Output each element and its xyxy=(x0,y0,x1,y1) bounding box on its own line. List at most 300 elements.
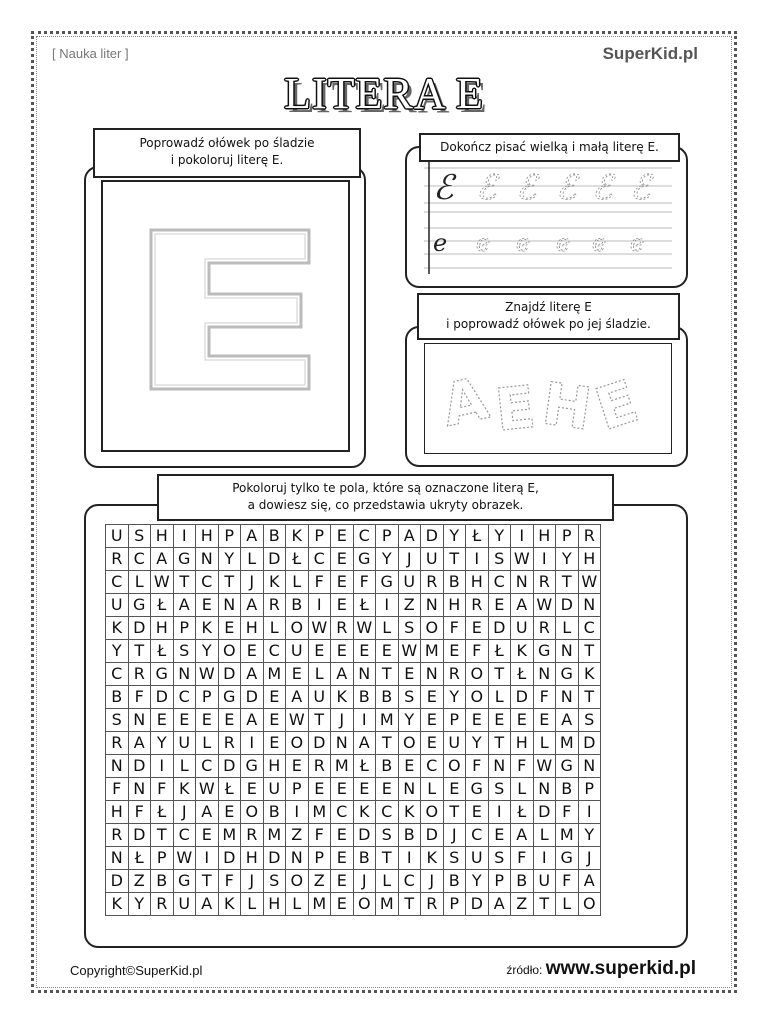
grid-cell[interactable]: C xyxy=(488,571,511,594)
grid-cell[interactable]: E xyxy=(331,525,354,548)
grid-cell[interactable]: E xyxy=(218,617,241,640)
grid-cell[interactable]: O xyxy=(421,801,444,824)
grid-cell[interactable]: T xyxy=(556,571,579,594)
grid-cell[interactable]: J xyxy=(241,870,264,893)
grid-cell[interactable]: M xyxy=(218,824,241,847)
grid-cell[interactable]: U xyxy=(466,847,489,870)
grid-cell[interactable]: W xyxy=(398,640,421,663)
grid-cell[interactable]: F xyxy=(218,870,241,893)
grid-cell[interactable]: L xyxy=(241,893,264,916)
grid-cell[interactable]: W xyxy=(578,571,601,594)
grid-cell[interactable]: A xyxy=(511,824,534,847)
grid-cell[interactable]: T xyxy=(578,640,601,663)
grid-cell[interactable]: F xyxy=(308,571,331,594)
grid-cell[interactable]: W xyxy=(173,847,196,870)
grid-cell[interactable]: D xyxy=(421,824,444,847)
grid-cell[interactable]: Ł xyxy=(128,847,151,870)
grid-cell[interactable]: D xyxy=(578,732,601,755)
grid-cell[interactable]: Y xyxy=(196,640,219,663)
grid-cell[interactable]: R xyxy=(421,571,444,594)
grid-cell[interactable]: E xyxy=(173,709,196,732)
grid-cell[interactable]: T xyxy=(308,709,331,732)
grid-cell[interactable]: G xyxy=(151,663,174,686)
grid-cell[interactable]: Ł xyxy=(151,801,174,824)
grid-cell[interactable]: W xyxy=(196,663,219,686)
grid-cell[interactable]: R xyxy=(308,755,331,778)
grid-cell[interactable]: I xyxy=(241,732,264,755)
grid-cell[interactable]: U xyxy=(398,571,421,594)
grid-cell[interactable]: D xyxy=(128,824,151,847)
grid-cell[interactable]: Y xyxy=(398,709,421,732)
grid-cell[interactable]: B xyxy=(353,847,376,870)
grid-cell[interactable]: M xyxy=(376,709,399,732)
grid-cell[interactable]: C xyxy=(421,755,444,778)
grid-cell[interactable]: P xyxy=(443,709,466,732)
grid-cell[interactable]: F xyxy=(128,801,151,824)
grid-cell[interactable]: E xyxy=(443,778,466,801)
grid-cell[interactable]: L xyxy=(511,778,534,801)
grid-cell[interactable]: I xyxy=(578,801,601,824)
grid-cell[interactable]: H xyxy=(263,893,286,916)
grid-cell[interactable]: U xyxy=(106,594,129,617)
grid-cell[interactable]: N xyxy=(578,594,601,617)
grid-cell[interactable]: K xyxy=(421,847,444,870)
grid-cell[interactable]: C xyxy=(128,548,151,571)
grid-cell[interactable]: O xyxy=(578,893,601,916)
grid-cell[interactable]: A xyxy=(241,525,264,548)
grid-cell[interactable]: N xyxy=(331,732,354,755)
grid-cell[interactable]: U xyxy=(173,732,196,755)
grid-cell[interactable]: A xyxy=(511,594,534,617)
grid-cell[interactable]: S xyxy=(173,640,196,663)
grid-cell[interactable]: C xyxy=(353,525,376,548)
grid-cell[interactable]: T xyxy=(533,893,556,916)
grid-cell[interactable]: S xyxy=(443,847,466,870)
grid-cell[interactable]: S xyxy=(376,824,399,847)
grid-cell[interactable]: A xyxy=(241,709,264,732)
grid-cell[interactable]: A xyxy=(196,893,219,916)
grid-cell[interactable]: A xyxy=(196,801,219,824)
grid-cell[interactable]: Ł xyxy=(488,640,511,663)
grid-cell[interactable]: L xyxy=(376,870,399,893)
grid-cell[interactable]: T xyxy=(376,663,399,686)
grid-cell[interactable]: P xyxy=(196,686,219,709)
grid-cell[interactable]: L xyxy=(196,732,219,755)
grid-cell[interactable]: G xyxy=(376,571,399,594)
grid-cell[interactable]: E xyxy=(308,640,331,663)
grid-cell[interactable]: U xyxy=(286,640,309,663)
grid-cell[interactable]: R xyxy=(128,663,151,686)
grid-cell[interactable]: E xyxy=(263,732,286,755)
grid-cell[interactable]: R xyxy=(106,548,129,571)
grid-cell[interactable]: H xyxy=(151,525,174,548)
grid-cell[interactable]: H xyxy=(466,571,489,594)
grid-cell[interactable]: N xyxy=(196,548,219,571)
grid-cell[interactable]: M xyxy=(308,801,331,824)
grid-cell[interactable]: A xyxy=(556,709,579,732)
grid-cell[interactable]: S xyxy=(263,870,286,893)
grid-cell[interactable]: R xyxy=(106,824,129,847)
grid-cell[interactable]: K xyxy=(106,617,129,640)
grid-cell[interactable]: E xyxy=(443,640,466,663)
grid-cell[interactable]: M xyxy=(308,893,331,916)
grid-cell[interactable]: C xyxy=(173,824,196,847)
grid-cell[interactable]: N xyxy=(286,847,309,870)
grid-cell[interactable]: Z xyxy=(308,870,331,893)
grid-cell[interactable]: F xyxy=(128,686,151,709)
grid-cell[interactable]: N xyxy=(533,778,556,801)
grid-cell[interactable]: N xyxy=(488,755,511,778)
grid-cell[interactable]: A xyxy=(286,686,309,709)
grid-cell[interactable]: C xyxy=(196,755,219,778)
grid-cell[interactable]: U xyxy=(533,870,556,893)
grid-cell[interactable]: F xyxy=(556,870,579,893)
grid-cell[interactable]: H xyxy=(241,617,264,640)
grid-cell[interactable]: O xyxy=(286,870,309,893)
grid-cell[interactable]: M xyxy=(376,893,399,916)
grid-cell[interactable]: N xyxy=(421,594,444,617)
grid-cell[interactable]: O xyxy=(398,732,421,755)
grid-cell[interactable]: N xyxy=(421,663,444,686)
grid-cell[interactable]: E xyxy=(421,686,444,709)
grid-cell[interactable]: L xyxy=(286,893,309,916)
grid-cell[interactable]: T xyxy=(128,640,151,663)
grid-cell[interactable]: H xyxy=(263,755,286,778)
grid-cell[interactable]: B xyxy=(263,801,286,824)
grid-cell[interactable]: E xyxy=(331,847,354,870)
grid-cell[interactable]: K xyxy=(578,663,601,686)
grid-cell[interactable]: D xyxy=(466,893,489,916)
grid-cell[interactable]: D xyxy=(308,732,331,755)
grid-cell[interactable]: S xyxy=(128,525,151,548)
grid-cell[interactable]: N xyxy=(578,755,601,778)
grid-cell[interactable]: Ł xyxy=(353,755,376,778)
grid-cell[interactable]: N xyxy=(218,594,241,617)
grid-cell[interactable]: L xyxy=(556,893,579,916)
grid-cell[interactable]: J xyxy=(443,824,466,847)
grid-cell[interactable]: L xyxy=(488,686,511,709)
grid-cell[interactable]: T xyxy=(218,571,241,594)
grid-cell[interactable]: B xyxy=(263,525,286,548)
grid-cell[interactable]: R xyxy=(331,617,354,640)
grid-cell[interactable]: F xyxy=(533,686,556,709)
grid-cell[interactable]: I xyxy=(308,594,331,617)
grid-cell[interactable]: J xyxy=(241,571,264,594)
grid-cell[interactable]: J xyxy=(398,548,421,571)
grid-cell[interactable]: O xyxy=(286,732,309,755)
grid-cell[interactable]: N xyxy=(106,847,129,870)
grid-cell[interactable]: W xyxy=(308,617,331,640)
grid-cell[interactable]: F xyxy=(443,617,466,640)
grid-cell[interactable]: Z xyxy=(398,594,421,617)
grid-cell[interactable]: L xyxy=(533,732,556,755)
grid-cell[interactable]: Y xyxy=(443,686,466,709)
grid-cell[interactable]: J xyxy=(578,847,601,870)
grid-cell[interactable]: K xyxy=(106,893,129,916)
grid-cell[interactable]: E xyxy=(398,663,421,686)
grid-cell[interactable]: R xyxy=(533,617,556,640)
grid-cell[interactable]: D xyxy=(511,686,534,709)
grid-cell[interactable]: Ł xyxy=(286,548,309,571)
grid-cell[interactable]: T xyxy=(376,847,399,870)
grid-cell[interactable]: H xyxy=(106,801,129,824)
grid-cell[interactable]: P xyxy=(376,525,399,548)
grid-cell[interactable]: E xyxy=(218,709,241,732)
grid-cell[interactable]: I xyxy=(286,801,309,824)
grid-cell[interactable]: Z xyxy=(286,824,309,847)
grid-cell[interactable]: B xyxy=(556,778,579,801)
grid-cell[interactable]: L xyxy=(128,571,151,594)
grid-cell[interactable]: K xyxy=(286,525,309,548)
grid-cell[interactable]: L xyxy=(308,663,331,686)
grid-cell[interactable]: Y xyxy=(218,548,241,571)
grid-cell[interactable]: O xyxy=(286,617,309,640)
grid-cell[interactable]: D xyxy=(106,870,129,893)
grid-cell[interactable]: E xyxy=(331,870,354,893)
grid-cell[interactable]: W xyxy=(533,594,556,617)
grid-cell[interactable]: Ł xyxy=(466,525,489,548)
grid-cell[interactable]: E xyxy=(286,755,309,778)
grid-cell[interactable]: S xyxy=(398,686,421,709)
grid-cell[interactable]: N xyxy=(353,663,376,686)
grid-cell[interactable]: N xyxy=(533,663,556,686)
grid-cell[interactable]: H xyxy=(443,594,466,617)
grid-cell[interactable]: L xyxy=(421,778,444,801)
grid-cell[interactable]: E xyxy=(466,617,489,640)
grid-cell[interactable]: U xyxy=(106,525,129,548)
grid-cell[interactable]: I xyxy=(533,548,556,571)
grid-cell[interactable]: K xyxy=(398,801,421,824)
grid-cell[interactable]: T xyxy=(488,732,511,755)
grid-cell[interactable]: G xyxy=(556,847,579,870)
grid-cell[interactable]: E xyxy=(376,640,399,663)
grid-cell[interactable]: O xyxy=(353,893,376,916)
grid-cell[interactable]: F xyxy=(353,571,376,594)
grid-cell[interactable]: E xyxy=(353,640,376,663)
grid-cell[interactable]: L xyxy=(376,617,399,640)
grid-cell[interactable]: I xyxy=(398,847,421,870)
grid-cell[interactable]: N xyxy=(398,778,421,801)
grid-cell[interactable]: M xyxy=(556,732,579,755)
grid-cell[interactable]: G xyxy=(218,686,241,709)
grid-cell[interactable]: A xyxy=(578,870,601,893)
grid-cell[interactable]: L xyxy=(173,755,196,778)
grid-cell[interactable]: W xyxy=(353,617,376,640)
grid-cell[interactable]: L xyxy=(556,617,579,640)
grid-cell[interactable]: D xyxy=(151,686,174,709)
grid-cell[interactable]: E xyxy=(331,548,354,571)
grid-cell[interactable]: D xyxy=(218,847,241,870)
grid-cell[interactable]: A xyxy=(151,548,174,571)
grid-cell[interactable]: F xyxy=(106,778,129,801)
grid-cell[interactable]: L xyxy=(286,571,309,594)
grid-cell[interactable]: Ł xyxy=(511,663,534,686)
grid-cell[interactable]: Ł xyxy=(218,778,241,801)
grid-cell[interactable]: Y xyxy=(466,732,489,755)
grid-cell[interactable]: D xyxy=(263,548,286,571)
grid-cell[interactable]: P xyxy=(151,847,174,870)
grid-cell[interactable]: D xyxy=(421,525,444,548)
grid-cell[interactable]: T xyxy=(376,732,399,755)
grid-cell[interactable]: K xyxy=(353,801,376,824)
grid-cell[interactable]: U xyxy=(443,732,466,755)
grid-cell[interactable]: E xyxy=(331,571,354,594)
grid-cell[interactable]: T xyxy=(443,548,466,571)
grid-cell[interactable]: D xyxy=(263,847,286,870)
grid-cell[interactable]: E xyxy=(466,801,489,824)
grid-cell[interactable]: H xyxy=(533,525,556,548)
grid-cell[interactable]: F xyxy=(308,824,331,847)
grid-cell[interactable]: J xyxy=(353,870,376,893)
grid-cell[interactable]: E xyxy=(151,709,174,732)
grid-cell[interactable]: F xyxy=(466,755,489,778)
grid-cell[interactable]: E xyxy=(263,709,286,732)
grid-cell[interactable]: M xyxy=(421,640,444,663)
grid-cell[interactable]: E xyxy=(533,709,556,732)
grid-cell[interactable]: E xyxy=(196,709,219,732)
grid-cell[interactable]: Y xyxy=(488,525,511,548)
grid-cell[interactable]: D xyxy=(128,755,151,778)
grid-cell[interactable]: P xyxy=(308,847,331,870)
grid-cell[interactable]: Ł xyxy=(151,594,174,617)
grid-cell[interactable]: D xyxy=(353,824,376,847)
grid-cell[interactable]: D xyxy=(556,594,579,617)
grid-cell[interactable]: D xyxy=(218,663,241,686)
grid-cell[interactable]: Y xyxy=(151,732,174,755)
grid-cell[interactable]: T xyxy=(173,571,196,594)
grid-cell[interactable]: E xyxy=(263,686,286,709)
grid-cell[interactable]: L xyxy=(533,824,556,847)
grid-cell[interactable]: W xyxy=(286,709,309,732)
grid-cell[interactable]: U xyxy=(173,893,196,916)
grid-cell[interactable]: J xyxy=(173,801,196,824)
grid-cell[interactable]: U xyxy=(263,778,286,801)
grid-cell[interactable]: I xyxy=(196,847,219,870)
grid-cell[interactable]: A xyxy=(241,663,264,686)
grid-cell[interactable]: D xyxy=(533,801,556,824)
grid-cell[interactable]: G xyxy=(241,755,264,778)
grid-cell[interactable]: E xyxy=(511,709,534,732)
grid-cell[interactable]: H xyxy=(151,617,174,640)
grid-cell[interactable]: A xyxy=(331,663,354,686)
grid-cell[interactable]: N xyxy=(173,663,196,686)
grid-cell[interactable]: Ł xyxy=(353,594,376,617)
grid-cell[interactable]: R xyxy=(241,824,264,847)
grid-cell[interactable]: G xyxy=(353,548,376,571)
grid-cell[interactable]: B xyxy=(286,594,309,617)
grid-cell[interactable]: U xyxy=(308,686,331,709)
grid-cell[interactable]: K xyxy=(173,778,196,801)
grid-cell[interactable]: W xyxy=(196,778,219,801)
grid-cell[interactable]: R xyxy=(421,893,444,916)
grid-cell[interactable]: E xyxy=(308,778,331,801)
grid-cell[interactable]: H xyxy=(241,847,264,870)
grid-cell[interactable]: P xyxy=(308,525,331,548)
grid-cell[interactable]: E xyxy=(241,640,264,663)
grid-cell[interactable]: I xyxy=(511,525,534,548)
grid-cell[interactable]: A xyxy=(488,893,511,916)
grid-cell[interactable]: T xyxy=(151,824,174,847)
grid-cell[interactable]: W xyxy=(533,755,556,778)
grid-cell[interactable]: C xyxy=(263,640,286,663)
grid-cell[interactable]: Y xyxy=(128,893,151,916)
grid-cell[interactable]: G xyxy=(556,663,579,686)
grid-cell[interactable]: I xyxy=(533,847,556,870)
grid-cell[interactable]: F xyxy=(151,778,174,801)
grid-cell[interactable]: B xyxy=(151,870,174,893)
grid-cell[interactable]: C xyxy=(196,571,219,594)
grid-cell[interactable]: I xyxy=(376,594,399,617)
grid-cell[interactable]: B xyxy=(106,686,129,709)
grid-cell[interactable]: S xyxy=(398,617,421,640)
grid-cell[interactable]: L xyxy=(263,617,286,640)
grid-cell[interactable]: E xyxy=(331,594,354,617)
grid-cell[interactable]: L xyxy=(241,548,264,571)
grid-cell[interactable]: C xyxy=(173,686,196,709)
grid-cell[interactable]: F xyxy=(556,801,579,824)
grid-cell[interactable]: C xyxy=(308,548,331,571)
grid-cell[interactable]: C xyxy=(398,870,421,893)
grid-cell[interactable]: A xyxy=(173,594,196,617)
grid-cell[interactable]: S xyxy=(488,548,511,571)
grid-cell[interactable]: U xyxy=(421,548,444,571)
grid-cell[interactable]: P xyxy=(443,893,466,916)
grid-cell[interactable]: Y xyxy=(578,824,601,847)
grid-cell[interactable]: I xyxy=(466,548,489,571)
grid-cell[interactable]: S xyxy=(106,709,129,732)
grid-cell[interactable]: P xyxy=(556,525,579,548)
grid-cell[interactable]: W xyxy=(511,548,534,571)
grid-cell[interactable]: E xyxy=(331,893,354,916)
grid-cell[interactable]: C xyxy=(106,571,129,594)
grid-cell[interactable]: F xyxy=(466,640,489,663)
grid-cell[interactable]: E xyxy=(331,640,354,663)
grid-cell[interactable]: E xyxy=(331,778,354,801)
grid-cell[interactable]: I xyxy=(488,801,511,824)
grid-cell[interactable]: B xyxy=(376,686,399,709)
grid-cell[interactable]: G xyxy=(173,870,196,893)
grid-cell[interactable]: T xyxy=(443,801,466,824)
grid-cell[interactable]: B xyxy=(376,755,399,778)
grid-cell[interactable]: S xyxy=(578,709,601,732)
grid-cell[interactable]: G xyxy=(466,778,489,801)
grid-cell[interactable]: W xyxy=(151,571,174,594)
grid-cell[interactable]: C xyxy=(106,663,129,686)
grid-cell[interactable]: E xyxy=(241,778,264,801)
grid-cell[interactable]: N xyxy=(556,686,579,709)
grid-cell[interactable]: Z xyxy=(128,870,151,893)
grid-cell[interactable]: E xyxy=(421,732,444,755)
grid-cell[interactable]: B xyxy=(511,870,534,893)
grid-cell[interactable]: B xyxy=(398,824,421,847)
grid-cell[interactable]: F xyxy=(511,847,534,870)
grid-cell[interactable]: Y xyxy=(443,525,466,548)
grid-cell[interactable]: B xyxy=(443,870,466,893)
grid-cell[interactable]: Ł xyxy=(151,640,174,663)
grid-cell[interactable]: M xyxy=(263,663,286,686)
grid-cell[interactable]: C xyxy=(466,824,489,847)
grid-cell[interactable]: N xyxy=(511,571,534,594)
grid-cell[interactable]: K xyxy=(511,640,534,663)
grid-cell[interactable]: R xyxy=(218,732,241,755)
grid-cell[interactable]: E xyxy=(331,824,354,847)
grid-cell[interactable]: A xyxy=(128,732,151,755)
grid-cell[interactable]: J xyxy=(331,709,354,732)
grid-cell[interactable]: O xyxy=(466,686,489,709)
grid-cell[interactable]: N xyxy=(106,755,129,778)
grid-cell[interactable]: K xyxy=(218,893,241,916)
grid-cell[interactable]: D xyxy=(218,755,241,778)
